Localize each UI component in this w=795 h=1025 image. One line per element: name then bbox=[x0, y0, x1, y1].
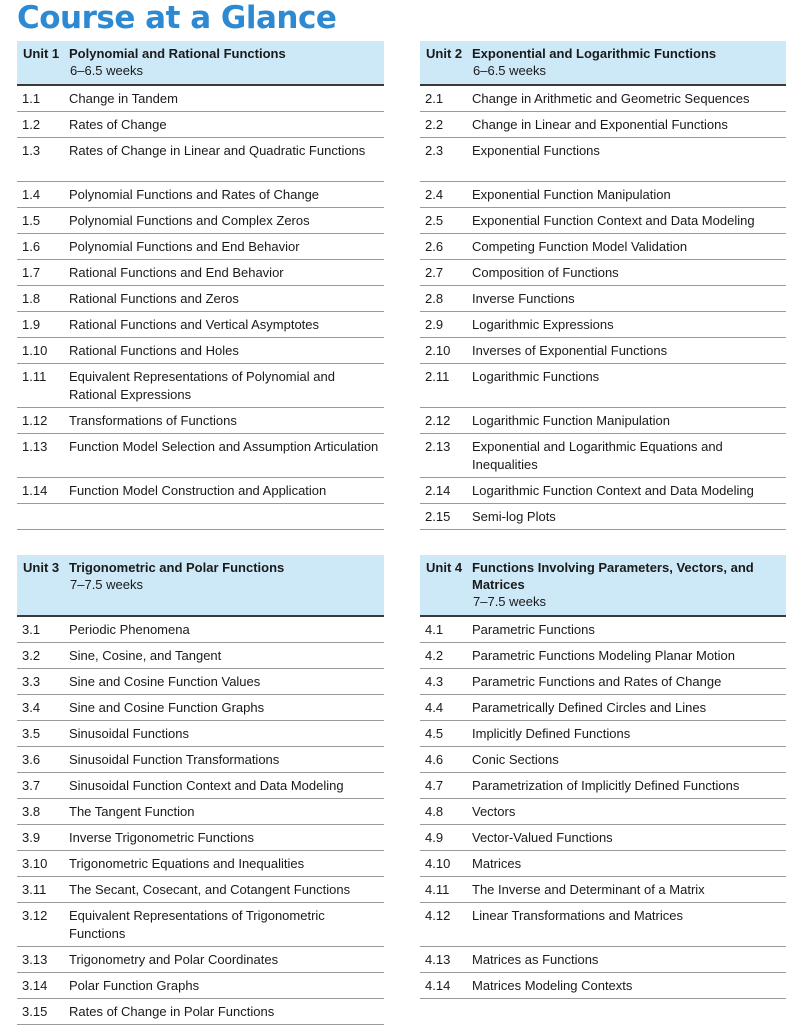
topic-row bbox=[17, 747, 384, 773]
topic-row bbox=[17, 208, 384, 234]
topic-number: 1.2 bbox=[22, 117, 41, 132]
topic-row bbox=[420, 86, 786, 112]
topic-title: Polynomial Functions and Complex Zeros bbox=[69, 213, 310, 228]
unit-label: Unit 3 bbox=[23, 560, 60, 575]
topic-number: 3.13 bbox=[22, 952, 48, 967]
topic-number: 2.6 bbox=[425, 239, 444, 254]
topic-row bbox=[17, 434, 384, 478]
topic-number: 1.11 bbox=[22, 369, 47, 384]
topic-row bbox=[17, 825, 384, 851]
topic-number: 3.3 bbox=[22, 674, 41, 689]
unit-title: Polynomial and Rational Functions bbox=[69, 46, 286, 61]
topic-title: Equivalent Representations of Polynomial and Rational Expressions bbox=[69, 369, 335, 402]
unit-1-table bbox=[17, 41, 384, 530]
topic-row bbox=[420, 799, 786, 825]
topic-row bbox=[17, 799, 384, 825]
topic-row bbox=[420, 138, 786, 182]
topic-row bbox=[420, 478, 786, 504]
topic-row bbox=[420, 408, 786, 434]
topic-number: 1.10 bbox=[22, 343, 48, 358]
topic-row bbox=[420, 643, 786, 669]
topic-title: Competing Function Model Validation bbox=[472, 239, 688, 254]
unit-header bbox=[17, 555, 384, 617]
unit-title: Functions Involving Parameters, Vectors, and Matrices bbox=[472, 560, 754, 592]
topic-number: 3.14 bbox=[22, 978, 48, 993]
topic-row bbox=[420, 286, 786, 312]
topic-title: Rates of Change bbox=[69, 117, 167, 132]
topic-row bbox=[17, 286, 384, 312]
topic-title: Rates of Change in Linear and Quadratic Functions bbox=[69, 143, 366, 158]
topic-row bbox=[420, 434, 786, 478]
topic-title: Rational Functions and Zeros bbox=[69, 291, 239, 306]
topic-title: Transformations of Functions bbox=[69, 413, 237, 428]
topic-number: 4.3 bbox=[425, 674, 444, 689]
topic-number: 2.12 bbox=[425, 413, 451, 428]
topic-number: 1.5 bbox=[22, 213, 41, 228]
topic-number: 4.11 bbox=[425, 882, 450, 897]
unit-weeks: 7–7.5 weeks bbox=[473, 594, 546, 609]
topic-title: Exponential Functions bbox=[472, 143, 600, 158]
topic-title: Function Model Selection and Assumption Articulation bbox=[69, 439, 379, 454]
topic-title: Linear Transformations and Matrices bbox=[472, 908, 683, 923]
topic-number: 2.2 bbox=[425, 117, 444, 132]
topic-title: The Secant, Cosecant, and Cotangent Functions bbox=[69, 882, 351, 897]
topic-number: 3.15 bbox=[22, 1004, 48, 1019]
unit-weeks: 6–6.5 weeks bbox=[70, 63, 143, 78]
topic-row bbox=[420, 234, 786, 260]
topic-row bbox=[420, 851, 786, 877]
topic-row bbox=[17, 851, 384, 877]
topic-row bbox=[17, 973, 384, 999]
topic-title: Vector-Valued Functions bbox=[472, 830, 613, 845]
topic-row bbox=[420, 312, 786, 338]
topic-title: Change in Tandem bbox=[69, 91, 178, 106]
topic-number: 1.7 bbox=[22, 265, 41, 280]
topic-row bbox=[420, 825, 786, 851]
topic-number: 4.9 bbox=[425, 830, 444, 845]
topic-list bbox=[420, 86, 786, 530]
topic-title: Composition of Functions bbox=[472, 265, 619, 280]
topic-number: 1.3 bbox=[22, 143, 41, 158]
topic-row bbox=[17, 947, 384, 973]
topic-title: Parametric Functions and Rates of Change bbox=[472, 674, 722, 689]
topic-number: 4.7 bbox=[425, 778, 444, 793]
topic-row bbox=[17, 234, 384, 260]
topic-number: 4.2 bbox=[425, 648, 444, 663]
topic-title: Logarithmic Functions bbox=[472, 369, 600, 384]
topic-number: 1.8 bbox=[22, 291, 41, 306]
topic-row bbox=[17, 408, 384, 434]
topic-number: 2.1 bbox=[425, 91, 444, 106]
topic-row bbox=[420, 182, 786, 208]
topic-number: 3.4 bbox=[22, 700, 41, 715]
topic-row bbox=[420, 112, 786, 138]
topic-number: 3.1 bbox=[22, 622, 41, 637]
topic-row bbox=[17, 86, 384, 112]
topic-title: Logarithmic Expressions bbox=[472, 317, 614, 332]
topic-title: Logarithmic Function Manipulation bbox=[472, 413, 670, 428]
topic-row bbox=[17, 721, 384, 747]
topic-number: 1.14 bbox=[22, 483, 48, 498]
topic-row bbox=[420, 617, 786, 643]
topic-list bbox=[420, 617, 786, 999]
topic-title: Exponential and Logarithmic Equations and Inequalities bbox=[472, 439, 723, 472]
topic-row bbox=[17, 312, 384, 338]
topic-number: 2.3 bbox=[425, 143, 444, 158]
topic-row bbox=[420, 364, 786, 408]
topic-row bbox=[420, 877, 786, 903]
topic-title: Trigonometry and Polar Coordinates bbox=[69, 952, 279, 967]
topic-row bbox=[17, 773, 384, 799]
topic-list bbox=[17, 86, 384, 530]
topic-row bbox=[17, 903, 384, 947]
topic-number: 3.11 bbox=[22, 882, 47, 897]
topic-title: Inverses of Exponential Functions bbox=[472, 343, 668, 358]
topic-number: 4.14 bbox=[425, 978, 451, 993]
topic-row bbox=[17, 138, 384, 182]
topic-row bbox=[17, 877, 384, 903]
topic-number: 4.13 bbox=[425, 952, 451, 967]
topic-title: Polynomial Functions and Rates of Change bbox=[69, 187, 320, 202]
topic-title: Rational Functions and Vertical Asymptotes bbox=[69, 317, 320, 332]
unit-4-table bbox=[420, 555, 786, 999]
topic-number: 4.5 bbox=[425, 726, 444, 741]
topic-row bbox=[17, 643, 384, 669]
topic-title: Sinusoidal Functions bbox=[69, 726, 189, 741]
topic-number: 3.6 bbox=[22, 752, 41, 767]
topic-title: Polynomial Functions and End Behavior bbox=[69, 239, 300, 254]
topic-number: 4.8 bbox=[425, 804, 444, 819]
topic-number: 3.7 bbox=[22, 778, 41, 793]
topic-row bbox=[420, 504, 786, 530]
unit-weeks: 7–7.5 weeks bbox=[70, 577, 143, 592]
topic-list bbox=[17, 617, 384, 1025]
topic-title: Matrices as Functions bbox=[472, 952, 599, 967]
topic-title: Inverse Trigonometric Functions bbox=[69, 830, 254, 845]
topic-title: Parametrically Defined Circles and Lines bbox=[472, 700, 707, 715]
topic-title: Change in Arithmetic and Geometric Sequences bbox=[472, 91, 750, 106]
topic-number: 3.9 bbox=[22, 830, 41, 845]
topic-title: The Inverse and Determinant of a Matrix bbox=[472, 882, 705, 897]
topic-title: Change in Linear and Exponential Functions bbox=[472, 117, 728, 132]
topic-row bbox=[420, 208, 786, 234]
topic-number: 3.8 bbox=[22, 804, 41, 819]
topic-number: 4.6 bbox=[425, 752, 444, 767]
topic-number: 2.11 bbox=[425, 369, 450, 384]
topic-title: Matrices bbox=[472, 856, 522, 871]
topic-row bbox=[17, 695, 384, 721]
topic-number: 1.13 bbox=[22, 439, 48, 454]
topic-title: Logarithmic Function Context and Data Modeling bbox=[472, 483, 754, 498]
topic-number: 3.5 bbox=[22, 726, 41, 741]
unit-3-table bbox=[17, 555, 384, 1025]
topic-number: 2.10 bbox=[425, 343, 451, 358]
topic-title: Polar Function Graphs bbox=[69, 978, 200, 993]
topic-row bbox=[420, 747, 786, 773]
topic-title: Equivalent Representations of Trigonometric Functions bbox=[69, 908, 325, 941]
topic-number: 2.14 bbox=[425, 483, 451, 498]
topic-title: Parametric Functions bbox=[472, 622, 595, 637]
topic-number: 1.6 bbox=[22, 239, 41, 254]
topic-row bbox=[420, 695, 786, 721]
topic-title: Rational Functions and Holes bbox=[69, 343, 239, 358]
topic-title: Sinusoidal Function Transformations bbox=[69, 752, 280, 767]
topic-title: Inverse Functions bbox=[472, 291, 575, 306]
topic-title: Periodic Phenomena bbox=[69, 622, 190, 637]
unit-2-table bbox=[420, 41, 786, 530]
topic-row bbox=[420, 903, 786, 947]
topic-number: 4.12 bbox=[425, 908, 451, 923]
topic-row bbox=[17, 112, 384, 138]
unit-title: Exponential and Logarithmic Functions bbox=[472, 46, 717, 61]
topic-number: 2.5 bbox=[425, 213, 444, 228]
topic-number: 4.10 bbox=[425, 856, 451, 871]
topic-title: Exponential Function Context and Data Modeling bbox=[472, 213, 755, 228]
topic-row bbox=[420, 338, 786, 364]
topic-number: 1.12 bbox=[22, 413, 48, 428]
topic-number: 1.1 bbox=[22, 91, 41, 106]
topic-title: Implicitly Defined Functions bbox=[472, 726, 631, 741]
unit-title: Trigonometric and Polar Functions bbox=[69, 560, 285, 575]
topic-row bbox=[17, 999, 384, 1025]
topic-row bbox=[420, 973, 786, 999]
topic-number: 2.13 bbox=[425, 439, 451, 454]
unit-label: Unit 4 bbox=[426, 560, 463, 575]
topic-title: Rational Functions and End Behavior bbox=[69, 265, 284, 280]
topic-row bbox=[420, 773, 786, 799]
topic-number: 2.15 bbox=[425, 509, 451, 524]
unit-header bbox=[420, 555, 786, 617]
topic-row bbox=[17, 617, 384, 643]
unit-header bbox=[420, 41, 786, 86]
empty-row bbox=[17, 504, 384, 530]
topic-title: Parametric Functions Modeling Planar Motion bbox=[472, 648, 736, 663]
unit-header bbox=[17, 41, 384, 86]
topic-title: Vectors bbox=[472, 804, 516, 819]
topic-number: 3.10 bbox=[22, 856, 48, 871]
topic-row bbox=[420, 669, 786, 695]
topic-number: 2.9 bbox=[425, 317, 444, 332]
unit-weeks: 6–6.5 weeks bbox=[473, 63, 546, 78]
unit-label: Unit 2 bbox=[426, 46, 463, 61]
topic-row bbox=[420, 947, 786, 973]
topic-number: 2.8 bbox=[425, 291, 444, 306]
topic-number: 4.4 bbox=[425, 700, 444, 715]
topic-row bbox=[420, 260, 786, 286]
topic-title: Semi-log Plots bbox=[472, 509, 556, 524]
topic-title: Sinusoidal Function Context and Data Modeling bbox=[69, 778, 344, 793]
topic-row bbox=[17, 478, 384, 504]
topic-row bbox=[17, 669, 384, 695]
topic-title: Parametrization of Implicitly Defined Functions bbox=[472, 778, 740, 793]
topic-row bbox=[420, 721, 786, 747]
topic-number: 1.4 bbox=[22, 187, 41, 202]
topic-title: The Tangent Function bbox=[69, 804, 195, 819]
topic-title: Matrices Modeling Contexts bbox=[472, 978, 633, 993]
topic-number: 2.7 bbox=[425, 265, 444, 280]
topic-number: 4.1 bbox=[425, 622, 444, 637]
topic-title: Sine and Cosine Function Values bbox=[69, 674, 261, 689]
topic-title: Sine, Cosine, and Tangent bbox=[69, 648, 222, 663]
page-title: Course at a Glance bbox=[17, 0, 337, 36]
topic-row bbox=[17, 260, 384, 286]
topic-title: Function Model Construction and Application bbox=[69, 483, 327, 498]
topic-number: 3.2 bbox=[22, 648, 41, 663]
topic-title: Sine and Cosine Function Graphs bbox=[69, 700, 265, 715]
topic-title: Conic Sections bbox=[472, 752, 559, 767]
topic-number: 3.12 bbox=[22, 908, 48, 923]
topic-title: Exponential Function Manipulation bbox=[472, 187, 671, 202]
unit-label: Unit 1 bbox=[23, 46, 60, 61]
topic-title: Trigonometric Equations and Inequalities bbox=[69, 856, 305, 871]
topic-row bbox=[17, 182, 384, 208]
topic-title: Rates of Change in Polar Functions bbox=[69, 1004, 275, 1019]
topic-row bbox=[17, 338, 384, 364]
topic-row bbox=[17, 364, 384, 408]
topic-number: 2.4 bbox=[425, 187, 444, 202]
topic-number: 1.9 bbox=[22, 317, 41, 332]
